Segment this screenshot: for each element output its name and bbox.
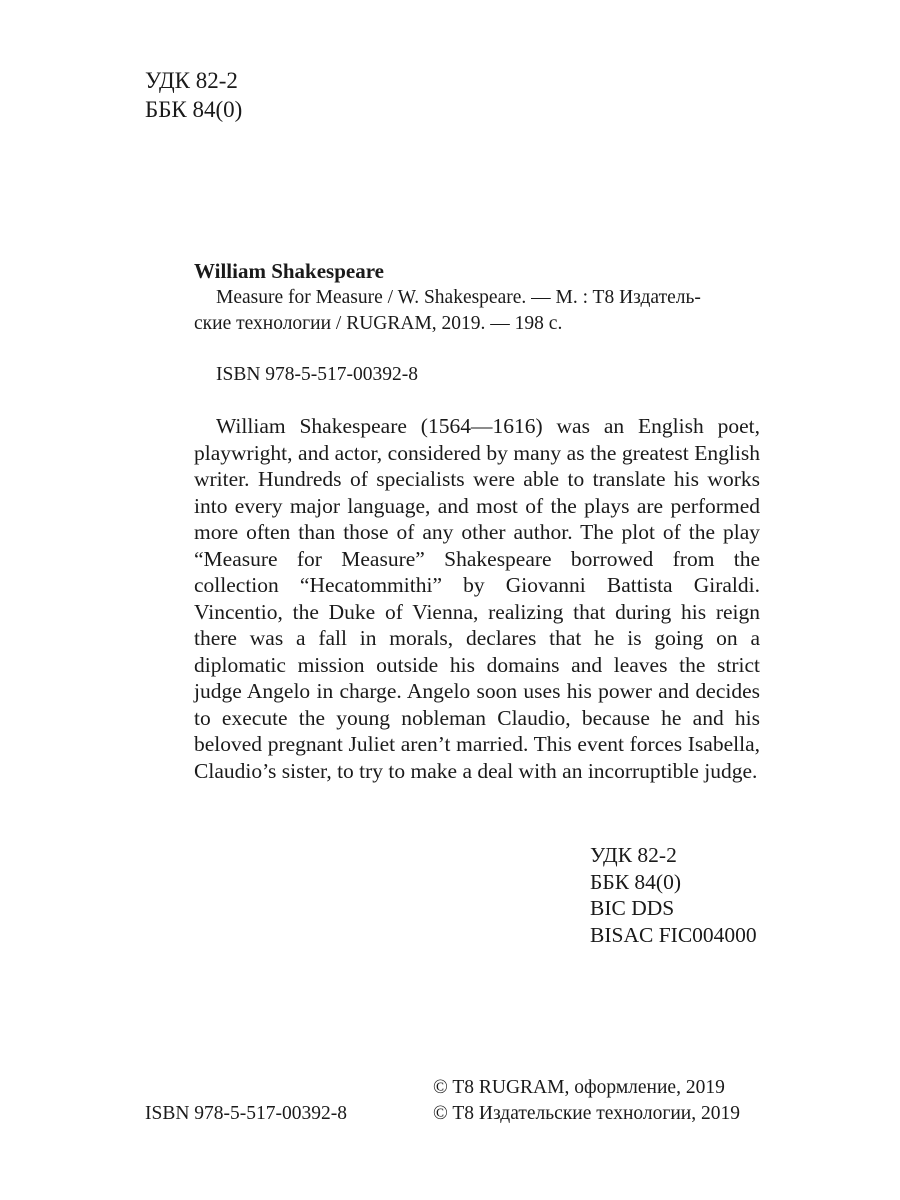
- bisac-code: BISAC FIC004000: [590, 922, 757, 947]
- bbk-code: ББК 84(0): [145, 97, 243, 122]
- udk-code: УДК 82-2: [145, 68, 238, 93]
- annotation-paragraph: William Shakespeare (1564—1616) was an English poet, playwright, and actor, considered by many as the greatest English writer. Hundreds of specialists were able to translate his works into every major language, and most of the plays are performed more often than those of any other author. The plot of the play “Measure for Measure” Shakespeare borrowed from the collection “Hecatommithi” by Giovanni Battista Giraldi. Vincentio, the Duke of Vienna, realizing that during his reign there was a fall in morals, declares that he is going on a diplomatic mission outside his domains and leaves the strict judge Angelo in charge. Angelo soon uses his power and decides to execute the young nobleman Claudio, because he and his beloved pregnant Juliet aren’t married. This event forces Isabella, Claudio’s sister, to try to make a deal with an incorruptible judge.: [194, 414, 760, 783]
- bic-code: BIC DDS: [590, 896, 675, 920]
- catalog-record: [194, 257, 760, 784]
- bibliographic-description-line-1: Measure for Measure / W. Shakespeare. — M. : T8 Издатель-: [216, 287, 701, 308]
- classification-codes-block: [590, 842, 757, 948]
- bibliographic-description-line-2: ские технологии / RUGRAM, 2019. — 198 с.: [194, 313, 563, 334]
- author-heading: William Shakespeare: [194, 259, 384, 283]
- udk-code-right: УДК 82-2: [590, 843, 677, 867]
- top-classification-codes: [145, 66, 242, 124]
- copyright-line-2: © T8 Издательские технологии, 2019: [433, 1103, 740, 1124]
- record-isbn: ISBN 978-5-517-00392-8: [216, 364, 419, 385]
- bbk-code-right: ББК 84(0): [590, 869, 681, 894]
- copyright-block: [433, 1075, 740, 1127]
- copyright-line-1: © T8 RUGRAM, оформление, 2019: [433, 1077, 725, 1098]
- footer-isbn: ISBN 978-5-517-00392-8: [145, 1103, 348, 1124]
